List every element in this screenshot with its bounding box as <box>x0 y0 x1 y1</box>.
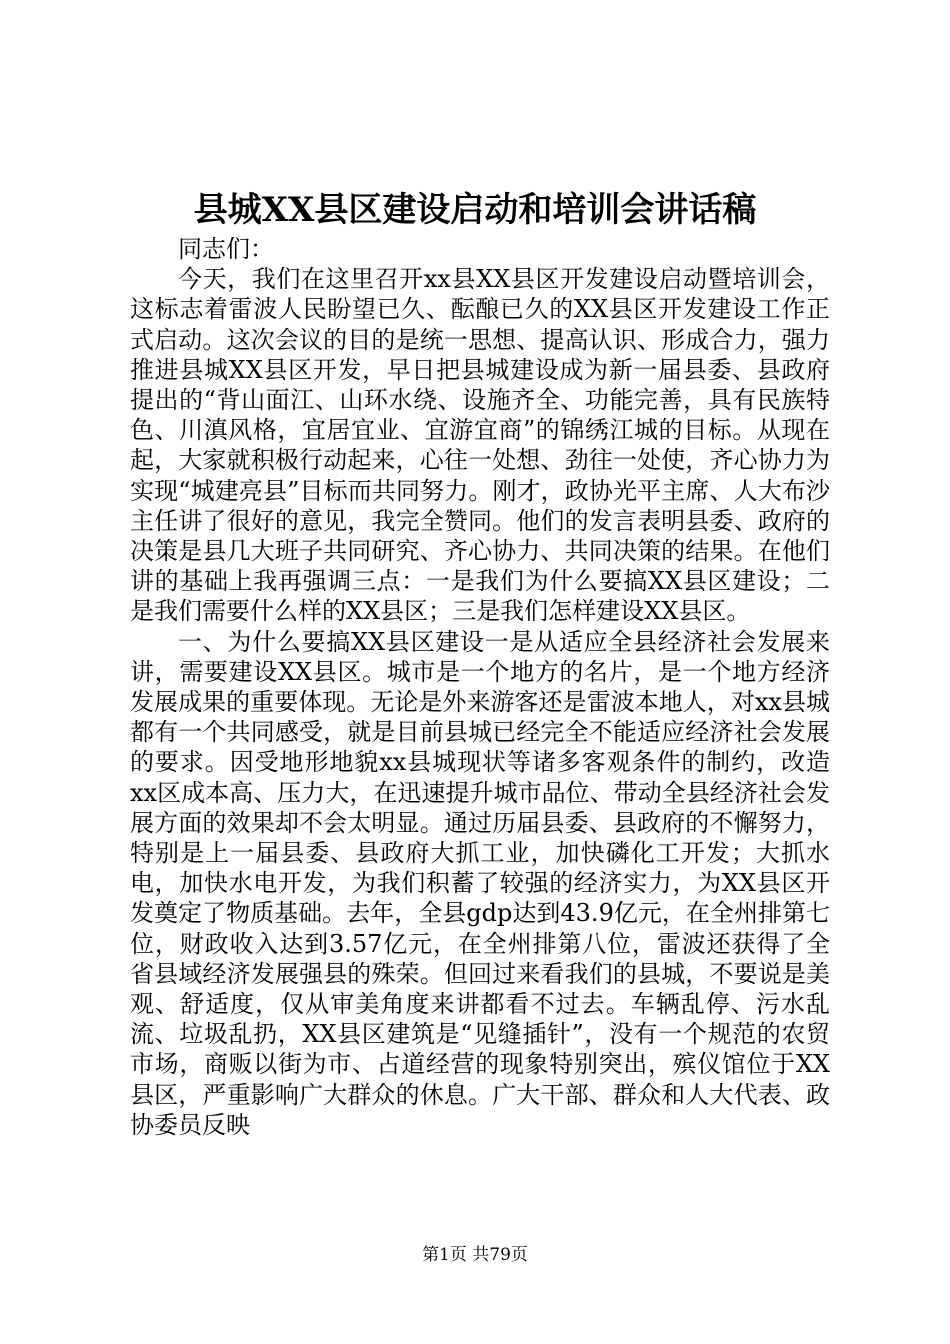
page-number-footer: 第1页 共79页 <box>422 1245 528 1265</box>
paragraph-section-one: 一、为什么要搞XX县区建设一是从适应全县经济社会发展来讲，需要建设XX县区。城市是一个地方的名片，是一个地方经济发展成果的重要体现。无论是外来游客还是雷波本地人，对xx县城都有一个共同感受，就是目前县城已经完全不能适应经济社会发展的要求。因受地形地貌xx县城现状等诸多客观条件的制约，改造xx区成本高、压力大，在迅速提升城市品位、带动全县经济社会发展方面的效果却不会太明显。通过历届县委、县政府的不懈努力，特别是上一届县委、县政府大抓工业，加快磷化工开发；大抓水电，加快水电开发，为我们积蓄了较强的经济实力，为XX县区开发奠定了物质基础。去年，全县gdp达到43.9亿元，在全州排第七位，财政收入达到3.57亿元，在全州排第八位，雷波还获得了全省县域经济发展强县的殊荣。但回过来看我们的县城，不要说是美观、舒适度，仅从审美角度来讲都看不过去。车辆乱停、污水乱流、垃圾乱扔，XX县区建筑是“见缝插针”，没有一个规范的农贸市场，商贩以街为市、占道经营的现象特别突出，殡仪馆位于XX县区，严重影响广大群众的休息。广大干部、群众和人大代表、政协委员反映 <box>130 627 830 1139</box>
document-body <box>130 234 830 1140</box>
document-title: 县城XX县区建设启动和培训会讲话稿 <box>193 190 757 230</box>
paragraph-opening: 今天，我们在这里召开xx县XX县区开发建设启动暨培训会，这标志着雷波人民盼望已久、酝酿已久的XX县区开发建设工作正式启动。这次会议的目的是统一思想、提高认识、形成合力，强力推进县城XX县区开发，早日把县城建设成为新一届县委、县政府提出的“背山面江、山环水绕、设施齐全、功能完善，具有民族特色、川滇风格，宜居宜业、宜游宜商”的锦绣江城的目标。从现在起，大家就积极行动起来，心往一处想、劲往一处使，齐心协力为实现“城建亮县”目标而共同努力。刚才，政协光平主席、人大布沙主任讲了很好的意见，我完全赞同。他们的发言表明县委、政府的决策是县几大班子共同研究、齐心协力、共同决策的结果。在他们讲的基础上我再强调三点：一是我们为什么要搞XX县区建设；二是我们需要什么样的XX县区；三是我们怎样建设XX县区。 <box>130 265 830 626</box>
salutation: 同志们： <box>178 235 274 263</box>
